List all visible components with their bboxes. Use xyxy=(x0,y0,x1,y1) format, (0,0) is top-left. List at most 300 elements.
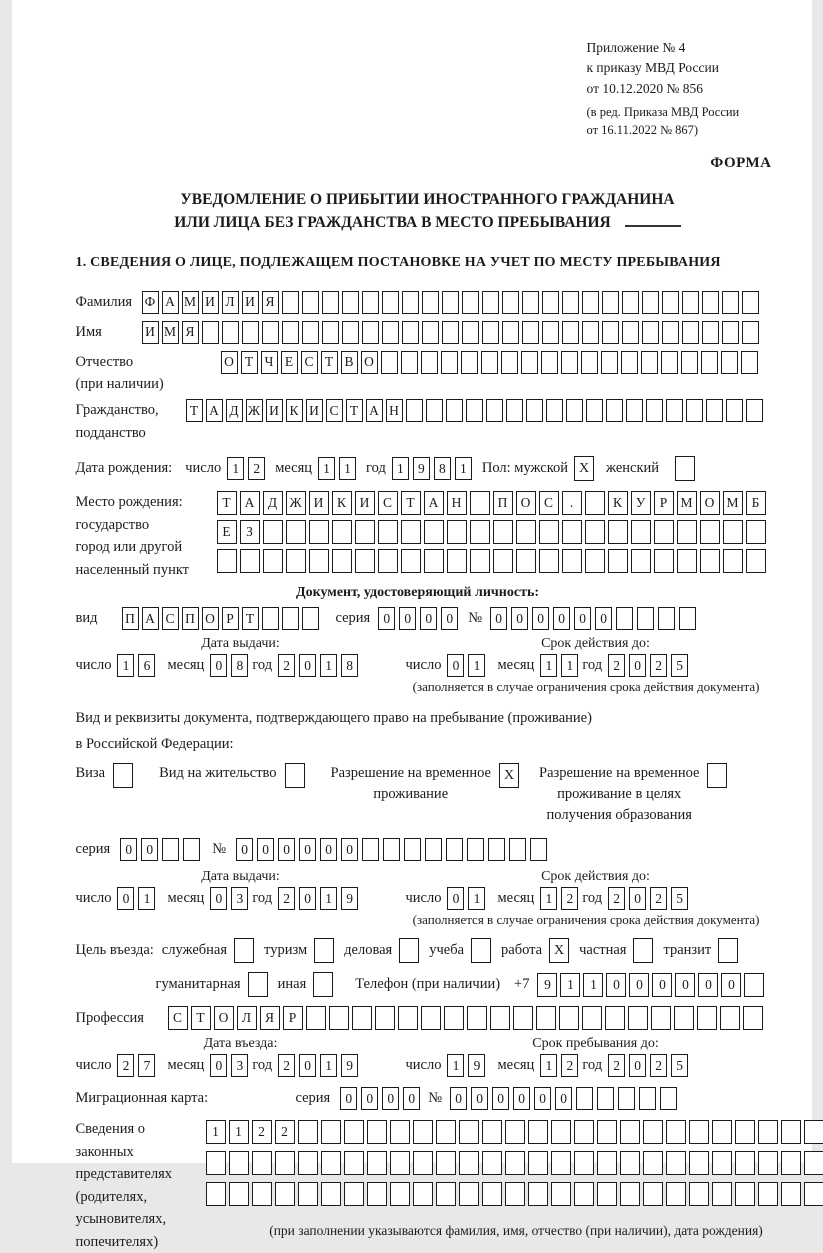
char-box[interactable]: Т xyxy=(242,607,259,630)
char-box[interactable] xyxy=(622,291,639,314)
char-box[interactable] xyxy=(521,351,538,374)
char-box[interactable] xyxy=(282,607,299,630)
char-box[interactable] xyxy=(585,549,605,573)
char-box[interactable] xyxy=(401,351,418,374)
char-box[interactable]: . xyxy=(562,491,582,515)
char-box[interactable] xyxy=(421,351,438,374)
char-box[interactable]: 6 xyxy=(138,654,155,677)
char-box[interactable]: 0 xyxy=(141,838,158,861)
char-box[interactable]: 2 xyxy=(608,654,625,677)
char-box[interactable] xyxy=(562,520,582,544)
char-box[interactable] xyxy=(425,838,442,861)
char-box[interactable] xyxy=(700,520,720,544)
char-box[interactable]: С xyxy=(301,351,318,374)
checkbox-cell[interactable] xyxy=(113,763,133,788)
char-box[interactable] xyxy=(367,1120,387,1144)
char-box[interactable]: 1 xyxy=(540,887,557,910)
char-box[interactable]: 0 xyxy=(532,607,549,630)
checkbox-cell[interactable] xyxy=(248,972,268,997)
char-box[interactable]: 1 xyxy=(583,973,603,997)
char-box[interactable] xyxy=(381,351,398,374)
char-box[interactable] xyxy=(413,1151,433,1175)
char-box[interactable] xyxy=(378,520,398,544)
char-box[interactable] xyxy=(321,1182,341,1206)
char-box[interactable] xyxy=(562,291,579,314)
char-box[interactable] xyxy=(202,321,219,344)
char-box[interactable]: 2 xyxy=(278,654,295,677)
char-box[interactable] xyxy=(332,520,352,544)
char-box[interactable] xyxy=(444,1006,464,1030)
char-box[interactable]: 9 xyxy=(341,1054,358,1077)
char-box[interactable] xyxy=(536,1006,556,1030)
char-box[interactable]: Н xyxy=(386,399,403,422)
char-box[interactable] xyxy=(662,291,679,314)
checkbox-cell[interactable] xyxy=(314,938,334,963)
char-box[interactable]: 0 xyxy=(120,838,137,861)
checkbox-cell[interactable] xyxy=(399,938,419,963)
char-box[interactable]: И xyxy=(142,321,159,344)
char-box[interactable]: К xyxy=(286,399,303,422)
char-box[interactable]: С xyxy=(378,491,398,515)
char-box[interactable]: А xyxy=(424,491,444,515)
char-box[interactable] xyxy=(660,1087,677,1110)
char-box[interactable] xyxy=(758,1120,778,1144)
char-box[interactable] xyxy=(574,1151,594,1175)
char-box[interactable] xyxy=(493,520,513,544)
char-box[interactable] xyxy=(631,549,651,573)
char-box[interactable]: 0 xyxy=(403,1087,420,1110)
char-box[interactable]: 0 xyxy=(721,973,741,997)
char-box[interactable]: 1 xyxy=(227,457,244,480)
char-box[interactable]: О xyxy=(221,351,238,374)
char-box[interactable] xyxy=(332,549,352,573)
char-box[interactable] xyxy=(490,1006,510,1030)
char-box[interactable] xyxy=(682,321,699,344)
char-box[interactable]: И xyxy=(355,491,375,515)
char-box[interactable] xyxy=(355,549,375,573)
char-box[interactable] xyxy=(605,1006,625,1030)
char-box[interactable] xyxy=(686,399,703,422)
char-box[interactable] xyxy=(758,1182,778,1206)
char-box[interactable] xyxy=(528,1182,548,1206)
char-box[interactable] xyxy=(681,351,698,374)
char-box[interactable] xyxy=(459,1151,479,1175)
char-box[interactable] xyxy=(321,1120,341,1144)
char-box[interactable]: Б xyxy=(746,491,766,515)
char-box[interactable]: Ф xyxy=(142,291,159,314)
char-box[interactable] xyxy=(362,838,379,861)
char-box[interactable]: 0 xyxy=(629,973,649,997)
char-box[interactable]: 1 xyxy=(339,457,356,480)
char-box[interactable]: В xyxy=(341,351,358,374)
checkbox-cell[interactable] xyxy=(471,938,491,963)
char-box[interactable] xyxy=(442,291,459,314)
char-box[interactable]: И xyxy=(202,291,219,314)
char-box[interactable] xyxy=(666,399,683,422)
char-box[interactable]: 0 xyxy=(534,1087,551,1110)
char-box[interactable] xyxy=(275,1182,295,1206)
char-box[interactable]: Р xyxy=(222,607,239,630)
char-box[interactable]: 0 xyxy=(629,1054,646,1077)
char-box[interactable]: 9 xyxy=(468,1054,485,1077)
char-box[interactable] xyxy=(677,549,697,573)
char-box[interactable]: 0 xyxy=(492,1087,509,1110)
char-box[interactable]: 0 xyxy=(299,838,316,861)
char-box[interactable] xyxy=(282,291,299,314)
char-box[interactable] xyxy=(298,1151,318,1175)
char-box[interactable] xyxy=(712,1120,732,1144)
char-box[interactable] xyxy=(602,291,619,314)
char-box[interactable] xyxy=(702,291,719,314)
char-box[interactable] xyxy=(309,520,329,544)
char-box[interactable] xyxy=(447,520,467,544)
char-box[interactable]: 1 xyxy=(229,1120,249,1144)
char-box[interactable]: А xyxy=(142,607,159,630)
char-box[interactable]: Т xyxy=(321,351,338,374)
char-box[interactable] xyxy=(406,399,423,422)
char-box[interactable]: 0 xyxy=(513,1087,530,1110)
char-box[interactable]: М xyxy=(182,291,199,314)
char-box[interactable] xyxy=(286,520,306,544)
char-box[interactable]: 2 xyxy=(248,457,265,480)
char-box[interactable] xyxy=(542,291,559,314)
char-box[interactable] xyxy=(726,399,743,422)
char-box[interactable] xyxy=(658,607,675,630)
char-box[interactable] xyxy=(252,1182,272,1206)
char-box[interactable] xyxy=(466,399,483,422)
char-box[interactable]: К xyxy=(608,491,628,515)
char-box[interactable] xyxy=(741,351,758,374)
char-box[interactable] xyxy=(721,351,738,374)
char-box[interactable] xyxy=(585,520,605,544)
char-box[interactable]: Я xyxy=(260,1006,280,1030)
char-box[interactable]: С xyxy=(168,1006,188,1030)
char-box[interactable]: 0 xyxy=(299,887,316,910)
char-box[interactable] xyxy=(666,1182,686,1206)
char-box[interactable]: О xyxy=(700,491,720,515)
char-box[interactable] xyxy=(482,321,499,344)
char-box[interactable] xyxy=(620,1182,640,1206)
char-box[interactable] xyxy=(601,351,618,374)
char-box[interactable] xyxy=(502,291,519,314)
char-box[interactable] xyxy=(626,399,643,422)
char-box[interactable] xyxy=(481,351,498,374)
char-box[interactable] xyxy=(493,549,513,573)
char-box[interactable] xyxy=(576,1087,593,1110)
char-box[interactable] xyxy=(488,838,505,861)
char-box[interactable]: 5 xyxy=(671,1054,688,1077)
char-box[interactable] xyxy=(618,1087,635,1110)
char-box[interactable] xyxy=(482,1182,502,1206)
char-box[interactable] xyxy=(758,1151,778,1175)
char-box[interactable] xyxy=(661,351,678,374)
char-box[interactable] xyxy=(621,351,638,374)
char-box[interactable]: П xyxy=(182,607,199,630)
char-box[interactable]: 5 xyxy=(671,887,688,910)
char-box[interactable] xyxy=(505,1151,525,1175)
char-box[interactable]: 0 xyxy=(450,1087,467,1110)
char-box[interactable]: 0 xyxy=(698,973,718,997)
char-box[interactable]: 0 xyxy=(210,1054,227,1077)
char-box[interactable] xyxy=(643,1120,663,1144)
char-box[interactable]: 1 xyxy=(206,1120,226,1144)
char-box[interactable]: 0 xyxy=(553,607,570,630)
char-box[interactable] xyxy=(383,838,400,861)
char-box[interactable] xyxy=(597,1182,617,1206)
char-box[interactable]: И xyxy=(306,399,323,422)
char-box[interactable]: 1 xyxy=(318,457,335,480)
char-box[interactable]: 2 xyxy=(608,1054,625,1077)
char-box[interactable]: П xyxy=(493,491,513,515)
char-box[interactable] xyxy=(436,1120,456,1144)
char-box[interactable]: 9 xyxy=(413,457,430,480)
char-box[interactable] xyxy=(608,549,628,573)
char-box[interactable] xyxy=(742,321,759,344)
char-box[interactable] xyxy=(298,1182,318,1206)
char-box[interactable] xyxy=(505,1182,525,1206)
char-box[interactable]: 0 xyxy=(278,838,295,861)
char-box[interactable] xyxy=(436,1182,456,1206)
char-box[interactable] xyxy=(183,838,200,861)
char-box[interactable] xyxy=(781,1182,801,1206)
char-box[interactable] xyxy=(646,399,663,422)
checkbox-cell[interactable] xyxy=(313,972,333,997)
char-box[interactable]: М xyxy=(677,491,697,515)
char-box[interactable]: 9 xyxy=(341,887,358,910)
char-box[interactable] xyxy=(447,549,467,573)
char-box[interactable]: К xyxy=(332,491,352,515)
char-box[interactable] xyxy=(367,1151,387,1175)
char-box[interactable] xyxy=(735,1151,755,1175)
char-box[interactable] xyxy=(620,1120,640,1144)
char-box[interactable]: 0 xyxy=(210,654,227,677)
char-box[interactable]: 0 xyxy=(595,607,612,630)
char-box[interactable] xyxy=(402,321,419,344)
char-box[interactable] xyxy=(574,1120,594,1144)
char-box[interactable] xyxy=(516,549,536,573)
char-box[interactable] xyxy=(559,1006,579,1030)
char-box[interactable] xyxy=(459,1182,479,1206)
char-box[interactable] xyxy=(582,291,599,314)
char-box[interactable] xyxy=(286,549,306,573)
char-box[interactable]: Е xyxy=(217,520,237,544)
char-box[interactable] xyxy=(597,1120,617,1144)
char-box[interactable] xyxy=(470,491,490,515)
char-box[interactable] xyxy=(322,321,339,344)
char-box[interactable] xyxy=(446,399,463,422)
char-box[interactable] xyxy=(442,321,459,344)
char-box[interactable] xyxy=(329,1006,349,1030)
char-box[interactable] xyxy=(344,1120,364,1144)
char-box[interactable] xyxy=(505,1120,525,1144)
char-box[interactable] xyxy=(462,321,479,344)
char-box[interactable] xyxy=(342,321,359,344)
char-box[interactable]: Ж xyxy=(246,399,263,422)
char-box[interactable] xyxy=(643,1151,663,1175)
char-box[interactable] xyxy=(436,1151,456,1175)
char-box[interactable] xyxy=(470,549,490,573)
char-box[interactable]: 0 xyxy=(361,1087,378,1110)
char-box[interactable]: 0 xyxy=(420,607,437,630)
char-box[interactable] xyxy=(516,520,536,544)
char-box[interactable] xyxy=(781,1120,801,1144)
char-box[interactable]: З xyxy=(240,520,260,544)
char-box[interactable] xyxy=(642,321,659,344)
char-box[interactable]: 3 xyxy=(231,1054,248,1077)
char-box[interactable] xyxy=(628,1006,648,1030)
char-box[interactable]: 2 xyxy=(252,1120,272,1144)
char-box[interactable]: Я xyxy=(262,291,279,314)
char-box[interactable]: 0 xyxy=(447,887,464,910)
char-box[interactable]: О xyxy=(214,1006,234,1030)
char-box[interactable] xyxy=(402,291,419,314)
char-box[interactable] xyxy=(551,1120,571,1144)
char-box[interactable]: 0 xyxy=(382,1087,399,1110)
char-box[interactable]: 1 xyxy=(540,1054,557,1077)
char-box[interactable] xyxy=(240,549,260,573)
char-box[interactable]: Ж xyxy=(286,491,306,515)
char-box[interactable] xyxy=(470,520,490,544)
char-box[interactable] xyxy=(262,607,279,630)
char-box[interactable]: 1 xyxy=(561,654,578,677)
char-box[interactable] xyxy=(700,549,720,573)
char-box[interactable] xyxy=(642,291,659,314)
char-box[interactable]: 0 xyxy=(606,973,626,997)
char-box[interactable]: С xyxy=(162,607,179,630)
char-box[interactable] xyxy=(344,1151,364,1175)
char-box[interactable]: 0 xyxy=(574,607,591,630)
char-box[interactable] xyxy=(528,1120,548,1144)
char-box[interactable]: 1 xyxy=(540,654,557,677)
char-box[interactable]: 0 xyxy=(447,654,464,677)
char-box[interactable] xyxy=(735,1120,755,1144)
char-box[interactable] xyxy=(306,1006,326,1030)
char-box[interactable]: А xyxy=(162,291,179,314)
char-box[interactable] xyxy=(712,1151,732,1175)
checkbox-cell[interactable] xyxy=(285,763,305,788)
char-box[interactable] xyxy=(390,1120,410,1144)
char-box[interactable] xyxy=(674,1006,694,1030)
char-box[interactable] xyxy=(606,399,623,422)
char-box[interactable]: 0 xyxy=(490,607,507,630)
char-box[interactable] xyxy=(682,291,699,314)
char-box[interactable] xyxy=(679,607,696,630)
char-box[interactable] xyxy=(701,351,718,374)
char-box[interactable]: 2 xyxy=(278,1054,295,1077)
char-box[interactable]: Т xyxy=(186,399,203,422)
char-box[interactable] xyxy=(582,321,599,344)
char-box[interactable]: 2 xyxy=(650,654,667,677)
char-box[interactable] xyxy=(723,520,743,544)
char-box[interactable]: 1 xyxy=(560,973,580,997)
char-box[interactable] xyxy=(422,291,439,314)
char-box[interactable]: 8 xyxy=(231,654,248,677)
char-box[interactable] xyxy=(662,321,679,344)
char-box[interactable] xyxy=(275,1151,295,1175)
char-box[interactable]: 0 xyxy=(299,1054,316,1077)
char-box[interactable] xyxy=(542,321,559,344)
char-box[interactable] xyxy=(362,321,379,344)
char-box[interactable]: 2 xyxy=(561,1054,578,1077)
char-box[interactable] xyxy=(282,321,299,344)
char-box[interactable] xyxy=(263,520,283,544)
char-box[interactable]: 1 xyxy=(468,887,485,910)
char-box[interactable] xyxy=(502,321,519,344)
char-box[interactable] xyxy=(206,1151,226,1175)
char-box[interactable] xyxy=(413,1182,433,1206)
char-box[interactable] xyxy=(546,399,563,422)
char-box[interactable]: И xyxy=(242,291,259,314)
char-box[interactable] xyxy=(722,291,739,314)
char-box[interactable]: 8 xyxy=(434,457,451,480)
char-box[interactable] xyxy=(404,838,421,861)
char-box[interactable]: 5 xyxy=(671,654,688,677)
char-box[interactable] xyxy=(622,321,639,344)
char-box[interactable] xyxy=(723,549,743,573)
char-box[interactable] xyxy=(217,549,237,573)
char-box[interactable]: 1 xyxy=(138,887,155,910)
char-box[interactable] xyxy=(746,549,766,573)
char-box[interactable]: 0 xyxy=(320,838,337,861)
checkbox-cell[interactable] xyxy=(718,938,738,963)
char-box[interactable]: 0 xyxy=(441,607,458,630)
char-box[interactable] xyxy=(362,291,379,314)
char-box[interactable] xyxy=(574,1182,594,1206)
char-box[interactable] xyxy=(252,1151,272,1175)
char-box[interactable]: 8 xyxy=(341,654,358,677)
char-box[interactable] xyxy=(720,1006,740,1030)
char-box[interactable]: Т xyxy=(191,1006,211,1030)
checkbox-cell[interactable] xyxy=(707,763,727,788)
char-box[interactable] xyxy=(706,399,723,422)
char-box[interactable] xyxy=(501,351,518,374)
char-box[interactable] xyxy=(735,1182,755,1206)
char-box[interactable]: Т xyxy=(346,399,363,422)
char-box[interactable]: 0 xyxy=(399,607,416,630)
char-box[interactable] xyxy=(263,549,283,573)
char-box[interactable]: Л xyxy=(237,1006,257,1030)
char-box[interactable] xyxy=(608,520,628,544)
char-box[interactable]: О xyxy=(516,491,536,515)
char-box[interactable] xyxy=(616,607,633,630)
char-box[interactable]: Ч xyxy=(261,351,278,374)
char-box[interactable]: Д xyxy=(226,399,243,422)
char-box[interactable]: 0 xyxy=(299,654,316,677)
char-box[interactable]: И xyxy=(266,399,283,422)
char-box[interactable]: Д xyxy=(263,491,283,515)
char-box[interactable] xyxy=(229,1151,249,1175)
char-box[interactable]: С xyxy=(539,491,559,515)
char-box[interactable]: 0 xyxy=(378,607,395,630)
char-box[interactable] xyxy=(585,491,605,515)
char-box[interactable] xyxy=(322,291,339,314)
checkbox-cell[interactable] xyxy=(633,938,653,963)
char-box[interactable] xyxy=(509,838,526,861)
char-box[interactable]: А xyxy=(240,491,260,515)
char-box[interactable] xyxy=(401,520,421,544)
char-box[interactable] xyxy=(506,399,523,422)
char-box[interactable]: Т xyxy=(217,491,237,515)
char-box[interactable] xyxy=(398,1006,418,1030)
char-box[interactable]: 1 xyxy=(455,457,472,480)
char-box[interactable] xyxy=(302,321,319,344)
char-box[interactable] xyxy=(722,321,739,344)
char-box[interactable] xyxy=(804,1182,823,1206)
char-box[interactable]: 2 xyxy=(117,1054,134,1077)
char-box[interactable]: 0 xyxy=(629,654,646,677)
char-box[interactable] xyxy=(421,1006,441,1030)
char-box[interactable] xyxy=(342,291,359,314)
